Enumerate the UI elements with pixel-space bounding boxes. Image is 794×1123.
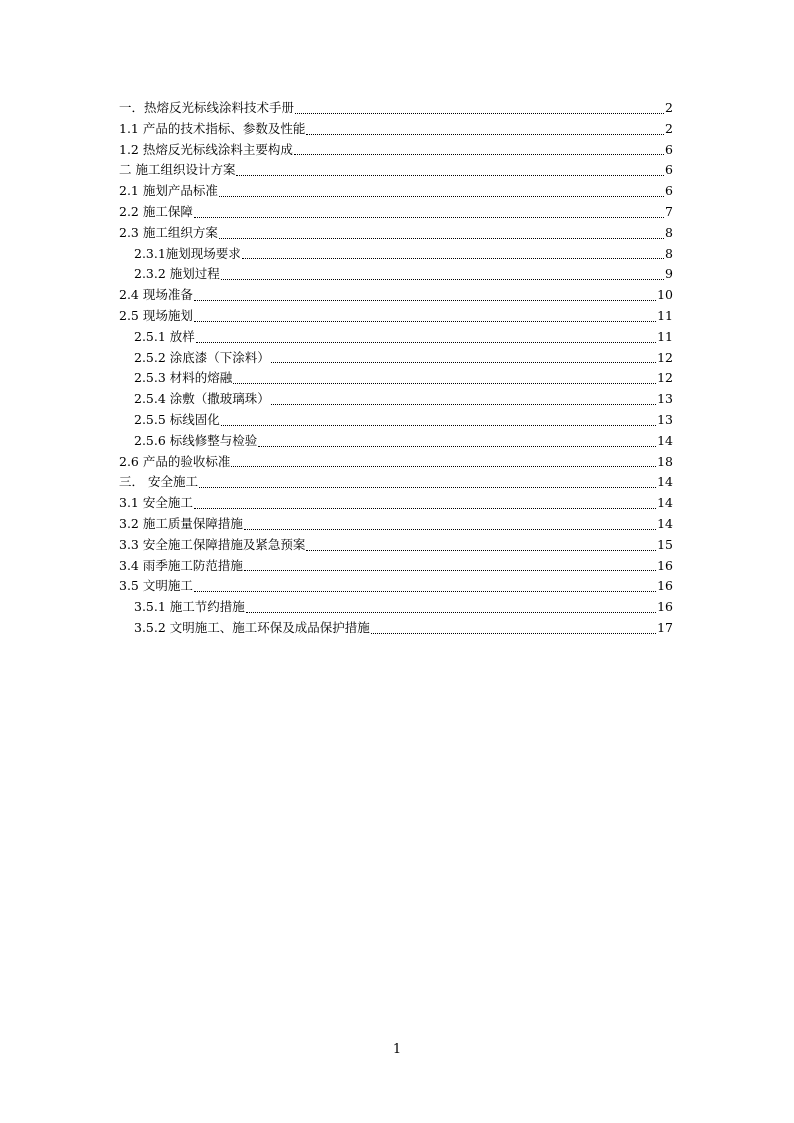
toc-dot-leader xyxy=(295,113,664,114)
toc-dot-leader xyxy=(221,425,656,426)
toc-dot-leader xyxy=(294,154,664,155)
toc-entry-page-number: 14 xyxy=(657,432,673,448)
toc-entry[interactable] xyxy=(119,410,673,431)
toc-dot-leader xyxy=(194,321,656,322)
toc-entry[interactable] xyxy=(119,389,673,410)
toc-entry-page-number: 11 xyxy=(657,328,673,344)
toc-entry[interactable] xyxy=(119,202,673,223)
toc-entry-page-number: 16 xyxy=(657,578,673,594)
toc-entry-title: 3.2 施工质量保障措施 xyxy=(119,515,243,531)
toc-entry[interactable] xyxy=(119,493,673,514)
toc-entry-title: 2.5.2 涂底漆（下涂料） xyxy=(134,349,270,365)
toc-entry-page-number: 12 xyxy=(657,349,673,365)
toc-entry-title: 2.5 现场施划 xyxy=(119,307,193,323)
toc-entry-title: 2.3.2 施划过程 xyxy=(134,266,220,282)
toc-entry[interactable] xyxy=(119,576,673,597)
toc-entry-page-number: 2 xyxy=(665,120,673,136)
toc-entry-title: 二 施工组织设计方案 xyxy=(119,162,236,178)
toc-dot-leader xyxy=(199,487,656,488)
toc-dot-leader xyxy=(242,258,664,259)
toc-entry-page-number: 13 xyxy=(657,411,673,427)
toc-entry-title: 三． 安全施工 xyxy=(119,474,198,490)
toc-entry-title: 2.2 施工保障 xyxy=(119,203,193,219)
toc-entry-page-number: 13 xyxy=(657,391,673,407)
toc-entry-page-number: 18 xyxy=(657,453,673,469)
toc-dot-leader xyxy=(194,217,664,218)
toc-dot-leader xyxy=(371,633,656,634)
toc-entry[interactable] xyxy=(119,327,673,348)
toc-entry-title: 3.5.1 施工节约措施 xyxy=(134,599,245,615)
toc-entry-page-number: 12 xyxy=(657,370,673,386)
toc-entry-title: 3.5 文明施工 xyxy=(119,578,193,594)
toc-entry-page-number: 8 xyxy=(665,245,673,261)
toc-entry-title: 2.5.6 标线修整与检验 xyxy=(134,432,258,448)
toc-entry[interactable] xyxy=(119,223,673,244)
toc-dot-leader xyxy=(219,196,664,197)
toc-entry-page-number: 10 xyxy=(657,287,673,303)
toc-entry[interactable] xyxy=(119,535,673,556)
toc-entry[interactable] xyxy=(119,368,673,389)
toc-entry-page-number: 11 xyxy=(657,307,673,323)
toc-dot-leader xyxy=(221,279,664,280)
toc-entry[interactable] xyxy=(119,181,673,202)
toc-entry[interactable] xyxy=(119,431,673,452)
toc-entry-title: 2.5.5 标线固化 xyxy=(134,411,220,427)
toc-entry-title: 1.1 产品的技术指标、参数及性能 xyxy=(119,120,306,136)
toc-entry[interactable] xyxy=(119,98,673,119)
toc-entry[interactable] xyxy=(119,472,673,493)
toc-dot-leader xyxy=(258,446,656,447)
toc-dot-leader xyxy=(271,362,656,363)
toc-entry-page-number: 2 xyxy=(665,100,673,115)
toc-entry[interactable] xyxy=(119,140,673,161)
toc-entry-page-number: 14 xyxy=(657,515,673,531)
toc-dot-leader xyxy=(194,591,656,592)
toc-dot-leader xyxy=(244,570,656,571)
toc-entry[interactable] xyxy=(119,285,673,306)
toc-entry-title: 一．热熔反光标线涂料技术手册 xyxy=(119,100,295,115)
toc-entry[interactable] xyxy=(119,264,673,285)
toc-entry-title: 2.1 施划产品标准 xyxy=(119,183,218,199)
toc-entry[interactable] xyxy=(119,244,673,265)
toc-entry[interactable] xyxy=(119,556,673,577)
toc-dot-leader xyxy=(219,238,664,239)
toc-entry[interactable] xyxy=(119,452,673,473)
toc-entry-page-number: 17 xyxy=(657,619,673,635)
toc-entry-title: 2.4 现场准备 xyxy=(119,287,193,303)
toc-entry-page-number: 6 xyxy=(665,162,673,178)
toc-entry[interactable] xyxy=(119,618,673,639)
toc-entry-title: 2.5.3 材料的熔融 xyxy=(134,370,233,386)
toc-dot-leader xyxy=(233,383,656,384)
toc-entry[interactable] xyxy=(119,514,673,535)
toc-entry-title: 3.5.2 文明施工、施工环保及成品保护措施 xyxy=(134,619,370,635)
toc-entry-page-number: 6 xyxy=(665,141,673,157)
toc-dot-leader xyxy=(306,550,656,551)
toc-entry-page-number: 14 xyxy=(657,495,673,511)
toc-dot-leader xyxy=(306,134,664,135)
toc-entry-page-number: 16 xyxy=(657,557,673,573)
toc-entry-title: 3.1 安全施工 xyxy=(119,495,193,511)
toc-dot-leader xyxy=(196,342,656,343)
toc-dot-leader xyxy=(244,529,656,530)
toc-dot-leader xyxy=(236,175,664,176)
toc-entry[interactable] xyxy=(119,306,673,327)
toc-entry-title: 2.3.1施划现场要求 xyxy=(134,245,241,261)
toc-entry-page-number: 9 xyxy=(665,266,673,282)
toc-entry[interactable] xyxy=(119,160,673,181)
toc-dot-leader xyxy=(246,612,656,613)
toc-entry-page-number: 7 xyxy=(665,203,673,219)
toc-dot-leader xyxy=(194,300,656,301)
toc-entry-title: 2.6 产品的验收标准 xyxy=(119,453,231,469)
page-number: 1 xyxy=(392,1042,402,1057)
toc-entry[interactable] xyxy=(119,597,673,618)
toc-entry-title: 3.3 安全施工保障措施及紧急预案 xyxy=(119,536,306,552)
toc-entry[interactable] xyxy=(119,119,673,140)
toc-entry-title: 2.3 施工组织方案 xyxy=(119,224,218,240)
toc-entry-page-number: 6 xyxy=(665,183,673,199)
table-of-contents xyxy=(119,98,673,639)
toc-entry-page-number: 15 xyxy=(657,536,673,552)
toc-dot-leader xyxy=(231,466,656,467)
toc-entry-page-number: 16 xyxy=(657,599,673,615)
toc-dot-leader xyxy=(271,404,656,405)
toc-entry-title: 2.5.1 放样 xyxy=(134,328,195,344)
toc-dot-leader xyxy=(194,508,656,509)
toc-entry-title: 3.4 雨季施工防范措施 xyxy=(119,557,243,573)
toc-entry-title: 2.5.4 涂敷（撒玻璃珠） xyxy=(134,391,270,407)
toc-entry[interactable] xyxy=(119,348,673,369)
toc-entry-page-number: 8 xyxy=(665,224,673,240)
toc-entry-title: 1.2 热熔反光标线涂料主要构成 xyxy=(119,141,293,157)
toc-entry-page-number: 14 xyxy=(657,474,673,490)
